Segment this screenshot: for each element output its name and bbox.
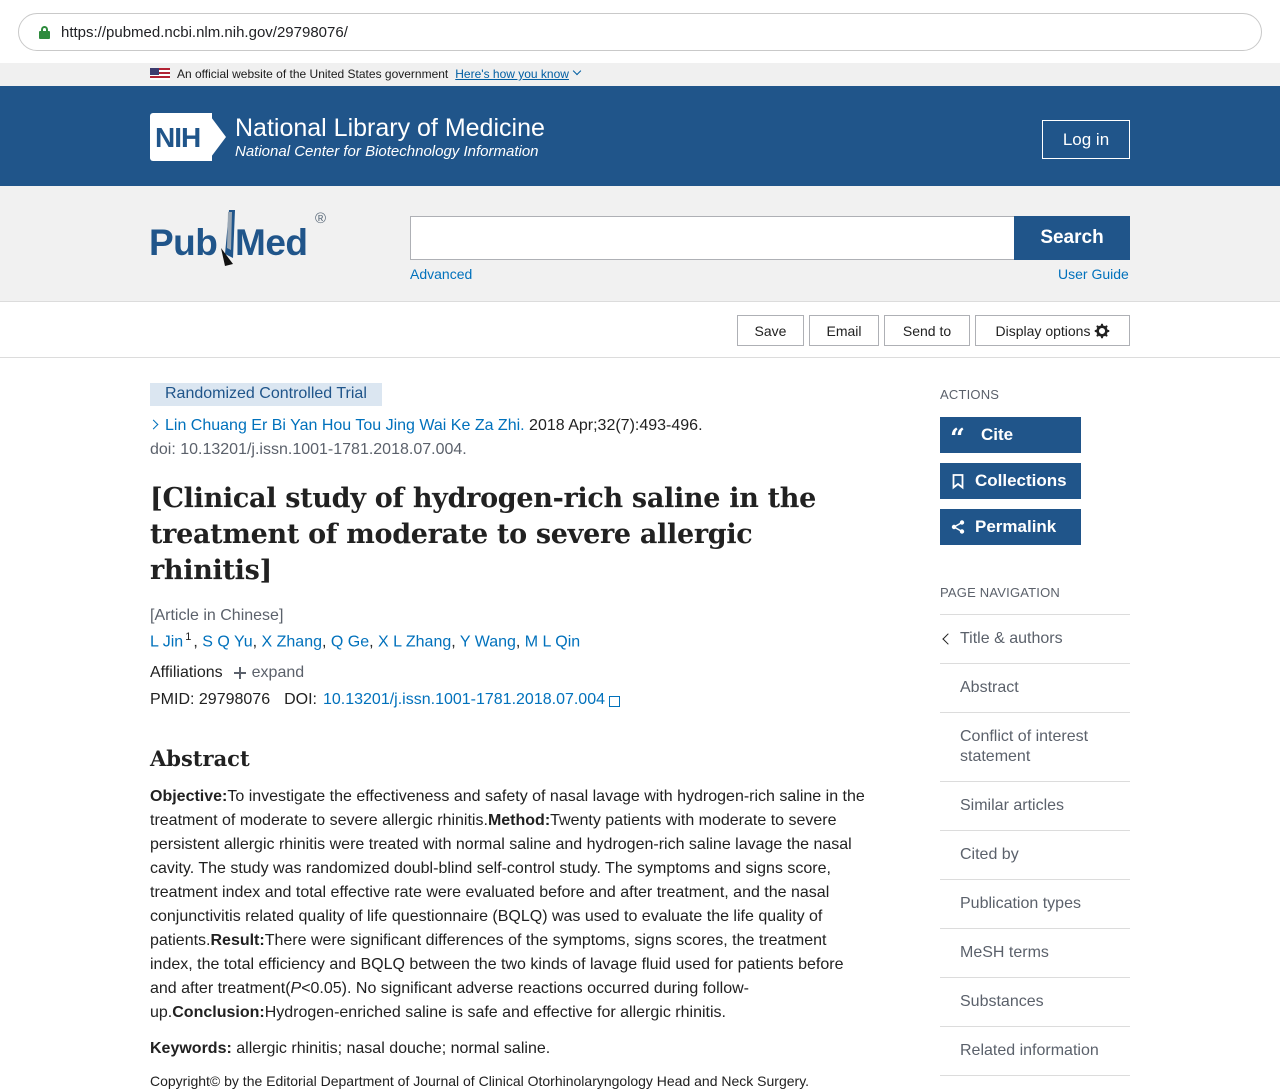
abstract-heading: Abstract xyxy=(150,746,250,772)
keywords-label: Keywords: xyxy=(150,1040,232,1058)
chevron-down-icon[interactable] xyxy=(573,67,581,75)
collections-label: Collections xyxy=(975,471,1067,490)
url-text[interactable]: https://pubmed.ncbi.nlm.nih.gov/29798076/ xyxy=(61,23,348,41)
article-toolbar xyxy=(0,302,1280,358)
page-navigation-list xyxy=(940,614,1130,1076)
affiliations-label: Affiliations xyxy=(150,664,223,682)
author-link[interactable]: Q Ge xyxy=(330,633,370,651)
display-options-button[interactable] xyxy=(975,315,1130,346)
journal-citation xyxy=(150,414,870,438)
nav-item-label: Conflict of interest statement xyxy=(960,728,1089,765)
nav-item-label: Cited by xyxy=(960,846,1019,863)
gov-banner xyxy=(0,63,1280,86)
author-link[interactable]: L Jin xyxy=(150,633,184,651)
email-button[interactable]: Email xyxy=(809,315,879,346)
chevron-left-icon xyxy=(942,633,953,644)
address-bar[interactable] xyxy=(18,13,1262,51)
publication-type-badge: Randomized Controlled Trial xyxy=(150,383,382,406)
gov-banner-text: An official website of the United States government xyxy=(177,67,449,81)
expand-affiliations-button[interactable]: expand xyxy=(251,664,305,682)
cite-label: Cite xyxy=(981,425,1014,444)
nlm-subtitle: National Center for Biotechnology Information xyxy=(235,143,539,160)
plus-icon[interactable] xyxy=(234,667,246,679)
nlm-header xyxy=(0,86,1280,186)
article-main xyxy=(150,383,870,1089)
browser-chrome xyxy=(0,0,1280,63)
how-you-know-link[interactable]: Here's how you know xyxy=(455,67,569,81)
nav-item-mesh-terms[interactable] xyxy=(940,929,1130,978)
article-language: [Article in Chinese] xyxy=(150,607,284,624)
nav-item-related-information[interactable] xyxy=(940,1027,1130,1076)
search-input[interactable] xyxy=(410,216,1015,260)
advanced-search-link[interactable]: Advanced xyxy=(410,266,473,282)
page-navigation-label: PAGE NAVIGATION xyxy=(940,585,1061,600)
author-link[interactable]: Y Wang xyxy=(459,633,516,651)
chevron-right-icon[interactable] xyxy=(149,420,159,430)
conclusion-label: Conclusion: xyxy=(172,1004,265,1022)
objective-label: Objective: xyxy=(150,788,228,806)
search-button[interactable]: Search xyxy=(1014,216,1130,260)
keywords-text: allergic rhinitis; nasal douche; normal saline. xyxy=(231,1040,551,1058)
search-band xyxy=(0,186,1280,302)
article-title: [Clinical study of hydrogen-rich saline in the treatment of moderate to severe allergic rhinitis] xyxy=(150,483,817,586)
method-label: Method: xyxy=(487,812,551,830)
send-to-button[interactable]: Send to xyxy=(884,315,970,346)
affiliations-row xyxy=(150,664,870,682)
nav-item-substances[interactable] xyxy=(940,978,1130,1027)
author-link[interactable]: X Zhang xyxy=(261,633,322,651)
display-options-label: Display options xyxy=(995,322,1091,339)
result-text: There were significant differences of the symptoms, signs scores, the treatment index, the total efficiency and BQLQ between the two kinds of lavage fluid used for patients before and after treatment( xyxy=(150,932,844,998)
nav-item-similar-articles[interactable] xyxy=(940,782,1130,831)
actions-label: ACTIONS xyxy=(940,387,1000,402)
cite-button[interactable] xyxy=(940,417,1081,453)
gear-icon xyxy=(1095,324,1109,338)
nav-item-cited-by[interactable] xyxy=(940,831,1130,880)
nlm-name[interactable]: National Library of Medicine xyxy=(235,114,545,142)
doi-link[interactable]: 10.13201/j.issn.1001-1781.2018.07.004 xyxy=(322,691,605,709)
copyright-text: Copyright© by the Editorial Department of Journal of Clinical Otorhinolaryngology Head and Neck Surgery. xyxy=(150,1073,810,1089)
author-list: L Jin $^1$ , S Q Yu, X Zhang, Q Ge, X L Zhang, Y Wang, M L Qin xyxy=(150,631,581,651)
result-text-cont: <0.05). No significant adverse reactions occurred during follow-up. xyxy=(150,980,749,1022)
p-value-symbol: P xyxy=(290,980,302,998)
bookmark-icon xyxy=(940,474,975,489)
abstract-text xyxy=(150,785,870,1025)
pmid-value: 29798076 xyxy=(198,691,271,709)
journal-link[interactable]: Lin Chuang Er Bi Yan Hou Tou Jing Wai Ke Za Zhi. xyxy=(165,417,525,434)
collections-button[interactable] xyxy=(940,463,1081,499)
objective-text: To investigate the effectiveness and safety of nasal lavage with hydrogen-rich saline in the treatment of moderate to severe allergic rhinitis. xyxy=(150,788,865,830)
save-button[interactable]: Save xyxy=(737,315,804,346)
external-link-icon[interactable] xyxy=(609,696,620,707)
citation-text: 2018 Apr;32(7):493-496. xyxy=(524,417,703,434)
doi-line: doi: 10.13201/j.issn.1001-1781.2018.07.004. xyxy=(150,441,467,458)
nav-item-label: Publication types xyxy=(960,895,1081,912)
us-flag-icon xyxy=(150,68,170,80)
quote-icon: “ xyxy=(950,424,965,454)
nav-item-publication-types[interactable] xyxy=(940,880,1130,929)
nav-item-abstract[interactable] xyxy=(940,664,1130,713)
keywords-row xyxy=(150,1037,870,1061)
affiliation-sup[interactable]: 1 xyxy=(185,631,192,643)
nih-logo[interactable] xyxy=(150,113,230,161)
login-button[interactable]: Log in xyxy=(1042,120,1130,159)
actions-sidebar xyxy=(940,387,1130,1076)
pubmed-logo-med: Med xyxy=(235,222,308,263)
nih-logo-text: NIH xyxy=(155,122,201,153)
method-text: Twenty patients with moderate to severe persistent allergic rhinitis were treated with normal saline and hydrogen-rich saline lavage the nasal cavity. The study was randomized doubl-blind self-control study. The symptoms and signs score, treatment index and total effective rate were evaluated before and after treatment, and the nasal conjunctivitis related quality of life questionnaire (BQLQ) was used to evaluate the life quality of patients. xyxy=(150,812,852,950)
author-link[interactable]: M L Qin xyxy=(524,633,581,651)
conclusion-text: Hydrogen-enriched saline is safe and effective for allergic rhinitis. xyxy=(264,1004,726,1022)
share-icon xyxy=(940,520,975,534)
nav-item-label: Substances xyxy=(960,993,1044,1010)
nav-item-title-authors[interactable] xyxy=(940,615,1130,664)
pubmed-logo[interactable] xyxy=(149,208,339,278)
nav-item-label: MeSH terms xyxy=(960,944,1049,961)
user-guide-link[interactable]: User Guide xyxy=(1058,266,1129,282)
permalink-label: Permalink xyxy=(975,517,1057,536)
identifiers-row xyxy=(150,691,870,709)
result-label: Result: xyxy=(210,932,265,950)
author-link[interactable]: X L Zhang xyxy=(378,633,452,651)
doi-label: DOI: xyxy=(284,691,317,709)
nav-item-conflict-of-interest[interactable] xyxy=(940,713,1130,782)
author-link[interactable]: S Q Yu xyxy=(202,633,253,651)
nav-item-label: Title & authors xyxy=(960,630,1063,647)
permalink-button[interactable] xyxy=(940,509,1081,545)
pmid-label: PMID: xyxy=(150,691,195,709)
nav-item-label: Abstract xyxy=(960,679,1019,696)
nav-item-label: Similar articles xyxy=(960,797,1065,814)
pubmed-logo-pub: Pub xyxy=(149,222,218,263)
nav-item-label: Related information xyxy=(960,1042,1099,1059)
lock-icon xyxy=(39,26,50,39)
registered-mark: ® xyxy=(315,210,327,227)
